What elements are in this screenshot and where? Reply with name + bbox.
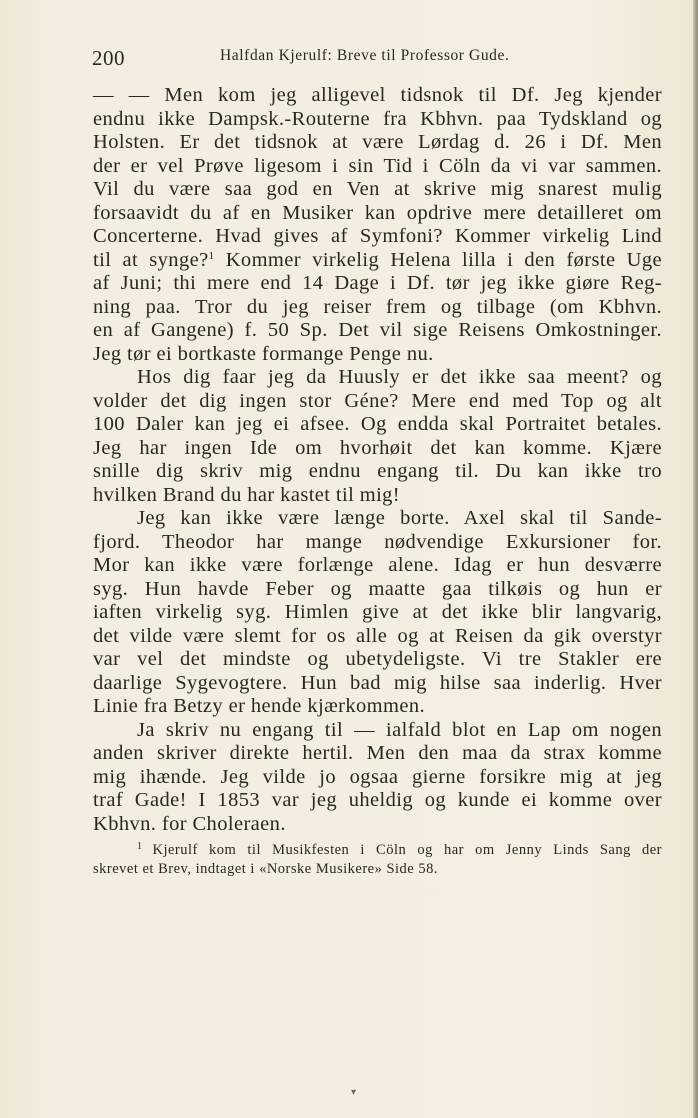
text-line: en af Gangene) f. 50 Sp. Det vil sige Reisens Omkostninger. [93, 319, 662, 341]
page-number: 200 [92, 46, 125, 70]
text-line: daarlige Sygevogtere. Hun bad mig hilse saa inderlig. Hver [93, 671, 662, 694]
text-line: Holsten. Er det tidsnok at være Lørdag d. 26 i Df. Men [93, 131, 662, 153]
text-line: iaften virkelig syg. Himlen give at det ikke blir langvarig, [93, 601, 662, 623]
page-edge [693, 0, 698, 1118]
text-line: Jeg kan ikke være længe borte. Axel skal til Sande- [137, 507, 662, 529]
footnote-line [93, 836, 662, 858]
text-line: mig ihænde. Jeg vilde jo ogsaa gierne forsikre mig at jeg [93, 765, 662, 788]
text-line: det vilde være slemt for os alle og at Reisen da gik overstyr [93, 624, 662, 647]
text-line: traf Gade! I 1853 var jeg uheldig og kunde ei komme over [93, 789, 662, 811]
text-line: snille dig skriv mig endnu engang til. Du kan ikke tro [93, 460, 662, 482]
body-text [93, 84, 662, 836]
footnote-line: skrevet et Brev, indtaget i «Norske Musikere» Side 58. [93, 861, 438, 877]
footnote [93, 836, 662, 880]
text-line: Jeg har ingen Ide om hvorhøit det kan komme. Kjære [93, 436, 662, 459]
text-line: der er vel Prøve ligesom i sin Tid i Cöln da vi var sammen. [93, 154, 662, 177]
footnote-marker: 1 [137, 841, 143, 852]
text-line: fjord. Theodor har mange nødvendige Exkursioner for. [93, 530, 662, 553]
text-line: Hos dig faar jeg da Huusly er det ikke saa meent? og [137, 366, 662, 388]
text-line: Ja skriv nu engang til — ialfald blot en Lap om nogen [137, 718, 662, 741]
footnote-reference: 1 [208, 249, 215, 262]
page-header [92, 44, 662, 74]
text-line: — — Men kom jeg alligevel tidsnok til Df. Jeg kjender [93, 84, 662, 106]
text-line: Vil du være saa god en Ven at skrive mig snarest mulig [93, 178, 662, 200]
text-line: anden skriver direkte hertil. Men den maa da strax komme [93, 742, 662, 764]
line-rest: Kommer virkelig Helena lilla i den første Uge [225, 248, 662, 271]
text-line: Linie fra Betzy er hende kjærkommen. [93, 695, 426, 717]
text-line: af Juni; thi mere end 14 Dage i Df. tør jeg ikke giøre Reg- [93, 272, 662, 294]
text-line: endnu ikke Dampsk.-Routerne fra Kbhvn. paa Tydskland og [93, 107, 662, 130]
text-line: var vel det mindste og ubetydeligste. Vi tre Stakler ere [93, 648, 662, 670]
text-line: forsaavidt du af en Musiker kan opdrive mere detailleret om [93, 201, 662, 224]
text-line: Mor kan ikke være forlænge alene. Idag er hun desværre [93, 554, 662, 576]
text-line: ning paa. Tror du jeg reiser frem og tilbage (om Kbhvn. [93, 295, 662, 318]
text-line: Jeg tør ei bortkaste formange Penge nu. [93, 342, 434, 365]
text-line: syg. Hun havde Feber og maatte gaa tilkøis og hun er [93, 577, 662, 600]
text-line-with-footnote [93, 249, 662, 273]
text-line: hvilken Brand du har kastet til mig! [93, 483, 401, 506]
text-line: 100 Daler kan jeg ei afsee. Og endda skal Portraitet betales. [93, 413, 662, 435]
line-start: til at synge? [93, 248, 209, 271]
text-line: Kbhvn. for Choleraen. [93, 812, 286, 835]
running-title: Halfdan Kjerulf: Breve til Professor Gude. [220, 47, 510, 64]
text-line: volder det dig ingen stor Géne? Mere end med Top og alt [93, 389, 662, 412]
printer-mark: ▾ [351, 1087, 357, 1098]
footnote-text: Kjerulf kom til Musikfesten i Cöln og har om Jenny Linds Sang der [152, 842, 662, 858]
text-line: Concerterne. Hvad gives af Symfoni? Kommer virkelig Lind [93, 225, 662, 247]
